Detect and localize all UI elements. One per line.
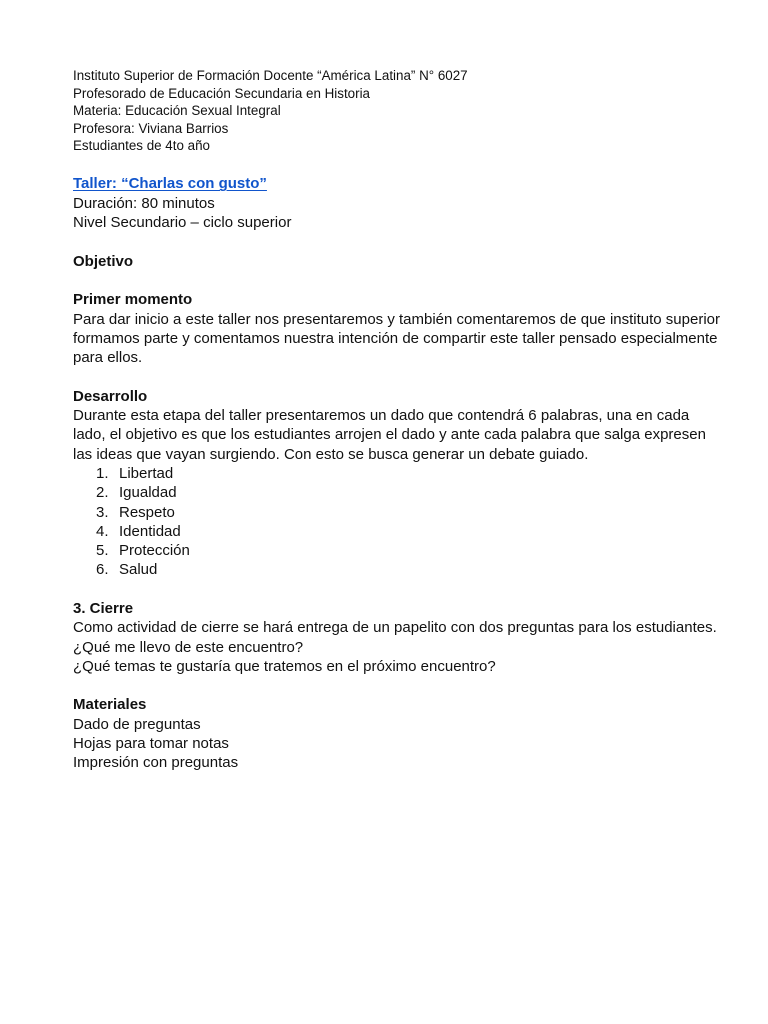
cierre-heading: 3. Cierre — [73, 600, 134, 617]
workshop-title-link[interactable]: Taller: “Charlas con gusto” — [73, 175, 267, 193]
desarrollo-text: Durante esta etapa del taller presentaremos un dado que contendrá 6 palabras, una en cada lado, el objetivo es que los estudiantes arrojen el dado y ante cada palabra que salga expresen las ideas que vayan surgiendo. Con esto se busca generar un debate guiado. — [73, 407, 706, 463]
institute-line: Instituto Superior de Formación Docente “América Latina” N° 6027 — [73, 68, 468, 83]
cierre-question-1: ¿Qué me llevo de este encuentro? — [73, 638, 304, 656]
objetivo-heading: Objetivo — [73, 252, 134, 270]
workshop-level: Nivel Secundario – ciclo superior — [73, 214, 292, 232]
list-number: 1. — [96, 464, 109, 482]
desarrollo-heading: Desarrollo — [73, 387, 148, 405]
list-word: Identidad — [119, 522, 181, 540]
program-line: Profesorado de Educación Secundaria en Historia — [73, 85, 371, 101]
list-word: Protección — [119, 542, 190, 560]
subject-line: Materia: Educación Sexual Integral — [73, 103, 281, 119]
teacher-line: Profesora: Viviana Barrios — [73, 120, 229, 136]
list-item — [73, 522, 728, 541]
cierre-text: Como actividad de cierre se hará entrega de un papelito con dos preguntas para los estudiantes. — [73, 619, 717, 637]
primer-momento-text: Para dar inicio a este taller nos presentaremos y también comentaremos de que instituto superior formamos parte y comentamos nuestra intención de compartir este taller pensado especialmente para ellos. — [73, 310, 720, 367]
list-word: Igualdad — [119, 484, 177, 502]
primer-momento-heading: Primer momento — [73, 291, 193, 309]
list-item — [73, 503, 728, 522]
spacer — [73, 232, 728, 251]
list-number: 2. — [96, 484, 109, 502]
document-body — [73, 174, 728, 772]
materiales-heading: Materiales — [73, 696, 147, 714]
spacer — [73, 676, 728, 695]
list-number: 5. — [96, 542, 109, 560]
word-list — [73, 464, 728, 580]
spacer — [73, 271, 728, 290]
list-item — [73, 483, 728, 502]
spacer — [73, 155, 728, 175]
list-item — [73, 560, 728, 579]
list-number: 3. — [96, 503, 109, 521]
workshop-duration: Duración: 80 minutos — [73, 194, 215, 212]
list-word: Salud — [119, 561, 158, 579]
spacer — [73, 367, 728, 386]
document-header — [73, 67, 728, 155]
material-item: Dado de preguntas — [73, 715, 201, 733]
cierre-question-2: ¿Qué temas te gustaría que tratemos en el próximo encuentro? — [73, 657, 496, 675]
list-item — [73, 464, 728, 483]
material-item: Impresión con preguntas — [73, 754, 239, 772]
list-word: Libertad — [119, 464, 174, 482]
list-number: 6. — [96, 561, 109, 579]
spacer — [73, 580, 728, 599]
list-number: 4. — [96, 522, 109, 540]
students-line: Estudiantes de 4to año — [73, 138, 210, 154]
list-item — [73, 541, 728, 560]
list-word: Respeto — [119, 503, 175, 521]
material-item: Hojas para tomar notas — [73, 735, 229, 753]
